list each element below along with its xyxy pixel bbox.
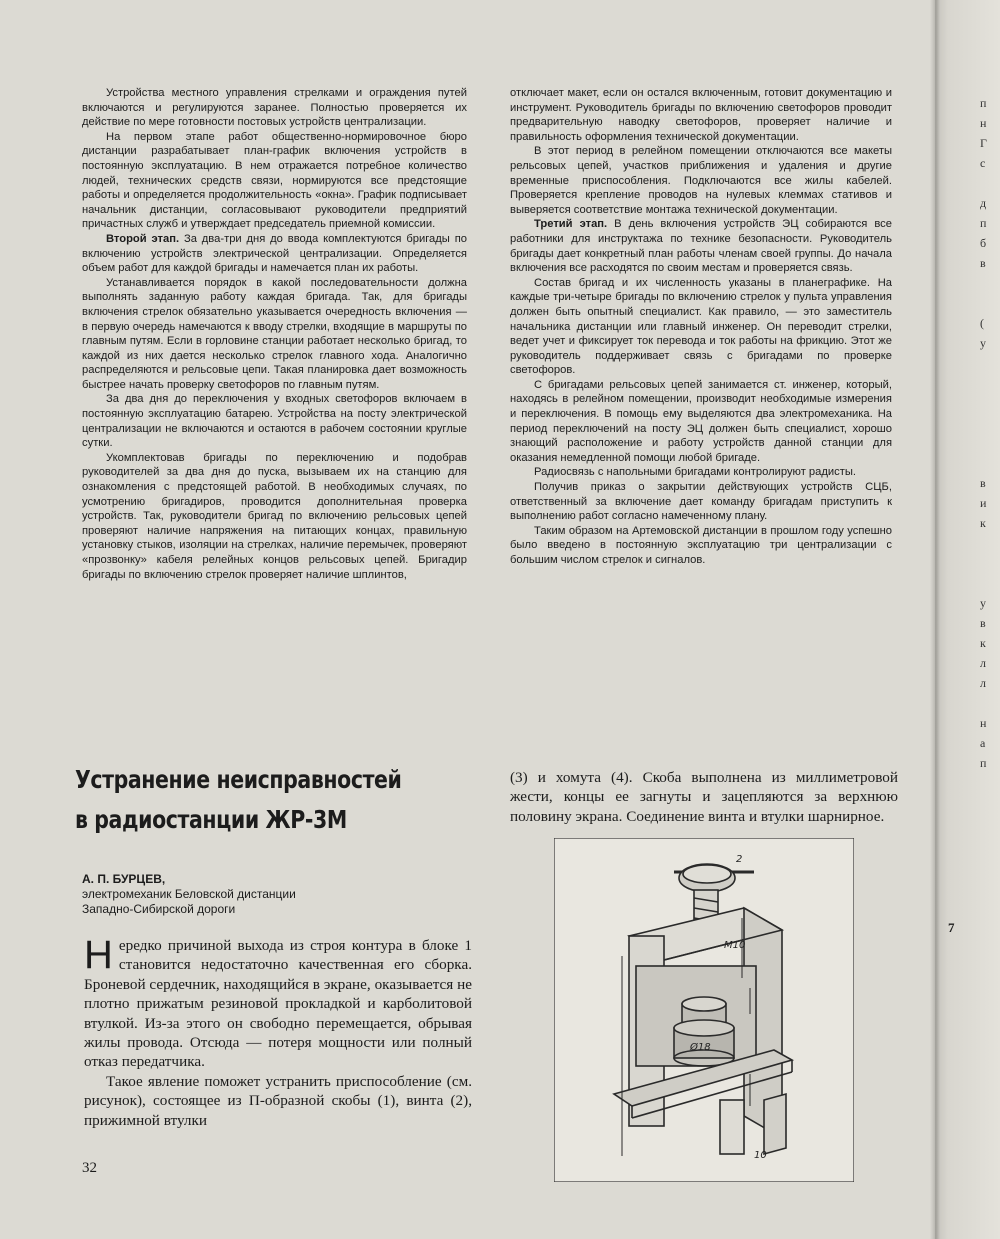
left-text-column xyxy=(82,86,467,582)
edge-letter: л xyxy=(980,676,986,690)
paragraph: Третий этап. В день включения устройств ЭЦ собираются все работники для инструктажа по технике безопасности. Руководитель бригады дает конкретный план работы членам своей группы. До начала включения все расходятся по своим местам и проверяется связь. xyxy=(510,218,892,275)
label-m10: M10 xyxy=(724,940,746,951)
stage-heading: Второй этап. xyxy=(106,232,180,245)
paragraph: Получив приказ о закрытии действующих устройств СЦБ, ответственный за включение дает команду бригадам приступить к выполнению работ согласно намеченному плану. xyxy=(510,481,892,523)
edge-letter xyxy=(980,176,1000,196)
edge-letter: н xyxy=(980,716,987,730)
facing-page-number: 7 xyxy=(948,920,955,935)
article-title xyxy=(75,760,428,840)
edge-letter: Г xyxy=(980,136,987,150)
edge-letter: в xyxy=(980,476,986,490)
facing-page-edge xyxy=(980,96,1000,776)
edge-letter xyxy=(980,296,1000,316)
paragraph: Устройства местного управления стрелками и ограждения путей включаются и регулируются заранее. Полностью проверяется их действие по мере готовности постовых устройств централизации. xyxy=(82,87,467,129)
edge-letter: к xyxy=(980,636,986,650)
paragraph: Укомплектовав бригады по переключению и подобрав руководителей за два дня до пуска, вызываем их на станцию для ознакомления с предстоящей работой. В необходимых случаях, по усмотрению бригадиров, проводится дополнительная проверка устройств. Так, руководители бригад по включению рельсовых цепей проверяют наличие напряжения на питающих концах, правильную установку стыков, изоляции на стрелках, наличие перемычек, проверяют «прозвонку» кабеля релейных концов рельсовых цепей. Бригадир бригады по включению стрелок проверяет наличие шплинтов, xyxy=(82,451,467,581)
title-line: в радиостанции ЖР-3М xyxy=(75,805,347,834)
label-d18: Ø18 xyxy=(690,1042,711,1053)
label-10: 10 xyxy=(754,1150,767,1161)
edge-letter: д xyxy=(980,196,987,210)
title-line: Устранение неисправностей xyxy=(75,765,402,794)
edge-letter xyxy=(980,356,1000,376)
edge-letter: а xyxy=(980,736,986,750)
paragraph: За два дня до переключения у входных светофоров включаем в постоянную эксплуатацию батарею. Устройства на посту электрической централизации не включаются и остаются в рабочем состоянии круглые сутки. xyxy=(82,393,467,450)
author-role: электромеханик Беловской дистанции xyxy=(82,887,296,901)
edge-letter xyxy=(980,396,1000,416)
edge-letter xyxy=(980,436,1000,456)
edge-letter xyxy=(980,456,1000,476)
edge-letter: с xyxy=(980,156,986,170)
paragraph: Таким образом на Артемовской дистанции в прошлом году успешно было введено в постоянную эксплуатацию три централизации с большим числом стрелок и сигналов. xyxy=(510,524,892,566)
edge-letter: и xyxy=(980,496,987,510)
edge-letter xyxy=(980,696,1000,716)
paragraph: Нередко причиной выхода из строя контура в блоке 1 становится недостаточно качественная его сборка. Броневой сердечник, находящийся в экране, оказывается не плотно прижатым резиновой прокладкой и карболитовой втулкой. Из-за этого он свободно перемещается, обрывая жилы провода. Отсюда — потеря мощности или полный отказ передатчика. xyxy=(84,933,472,1071)
edge-letter: б xyxy=(980,236,987,250)
edge-letter: л xyxy=(980,656,986,670)
fixture-figure xyxy=(554,838,854,1182)
author-name: А. П. БУРЦЕВ, xyxy=(82,872,166,886)
edge-letter xyxy=(980,536,1000,556)
paragraph: С бригадами рельсовых цепей занимается ст. инженер, который, находясь в релейном помещении, производит необходимые измерения и переключения. В помощь ему выделяются два электромеханика. На период переключений на посту ЭЦ должен быть специалист, хорошо знающий расположение и работу устройств данной станции для оказания немедленной помощи любой бригаде. xyxy=(510,378,892,464)
edge-letter xyxy=(980,276,1000,296)
edge-letter: ( xyxy=(980,316,984,330)
page-number: 32 xyxy=(82,1160,97,1176)
edge-letter xyxy=(980,376,1000,396)
author-block xyxy=(82,872,462,917)
paragraph: Устанавливается порядок в какой последовательности должна выполнять заданную работу каждая бригада. Так, для бригады включения стрелок обязательно указывается очередность включения — в первую очередь намечаются к вводу стрелки, входящие в маршруты по главным путям. Если в горловине станции работает несколько бригад, то каждой из них дается несколько стрелок главного хода. Аналогично распределяются и рельсовые цепи. Такая планировка дает возможность быстрее начать проверку светофоров по главным путям. xyxy=(82,276,467,391)
drop-cap: Н xyxy=(84,933,113,977)
paragraph: Радиосвязь с напольными бригадами контролируют радисты. xyxy=(534,466,857,479)
paragraph: (3) и хомута (4). Скоба выполнена из миллиметровой жести, концы ее загнуты и зацепляются за верхнюю половину экрана. Соединение винта и втулки шарнирное. xyxy=(510,769,898,825)
author-org: Западно-Сибирской дороги xyxy=(82,902,236,916)
edge-letter: п xyxy=(980,96,987,110)
page-fold xyxy=(930,0,940,1239)
stage-heading: Третий этап. xyxy=(534,218,608,231)
article-body-right xyxy=(510,768,898,826)
edge-letter: п xyxy=(980,216,987,230)
paragraph: Такое явление поможет устранить приспособление (см. рисунок), состоящее из П-образной скобы (1), винта (2), прижимной втулки xyxy=(84,1072,472,1129)
paragraph: отключает макет, если он остался включенным, готовит документацию и инструмент. Руководитель бригады по включению светофоров проводит предварительную наводку светофоров, проверяет наличие и правильность оформления технической документации. xyxy=(510,87,892,143)
paragraph: Состав бригад и их численность указаны в планеграфике. На каждые три-четыре бригады по включению стрелок у пульта управления должен быть опытный специалист. Как правило, — это заместитель начальника дистанции или главный инженер. Он переводит стрелки, ведет учет и фиксирует ток перевода и ток работы на фрикцию. Этот же руководитель поддерживает связь с бригадами по проверке светофоров. xyxy=(510,276,892,377)
edge-letter: н xyxy=(980,116,987,130)
edge-letter: у xyxy=(980,596,986,610)
edge-letter xyxy=(980,416,1000,436)
edge-letter: к xyxy=(980,516,986,530)
paragraph: Второй этап. За два-три дня до ввода комплектуются бригады по включению устройств электрической централизации. Определяется объем работ для каждой бригады и намечается план их работы. xyxy=(82,232,467,275)
edge-letter: п xyxy=(980,756,987,770)
paragraph: На первом этапе работ общественно-нормировочное бюро дистанции разрабатывает план-график включения устройств в постоянную эксплуатацию. В нем отражается потребное количество людей, технических средств связи, нормируются все предстоящие работы и определяется продолжительность «окна». График подписывает начальник дистанции, согласовывают руководители предприятий причастных служб и утверждает председатель приемной комиссии. xyxy=(82,130,467,231)
article-body-left xyxy=(84,933,472,1130)
paragraph: В этот период в релейном помещении отключаются все макеты рельсовых цепей, участков приближения и удаления и другие временные приспособления. Подключаются все жилы кабелей. Проверяется крепление проводов на нулевых клеммах стативов и выверяется соответствие монтажа технической документации. xyxy=(510,145,892,216)
right-text-column xyxy=(510,86,892,568)
fixture-drawing xyxy=(554,838,854,1182)
edge-letter: в xyxy=(980,256,986,270)
label-2: 2 xyxy=(736,854,743,865)
edge-letter: у xyxy=(980,336,986,350)
edge-letter xyxy=(980,576,1000,596)
edge-letter xyxy=(980,556,1000,576)
edge-letter: в xyxy=(980,616,986,630)
